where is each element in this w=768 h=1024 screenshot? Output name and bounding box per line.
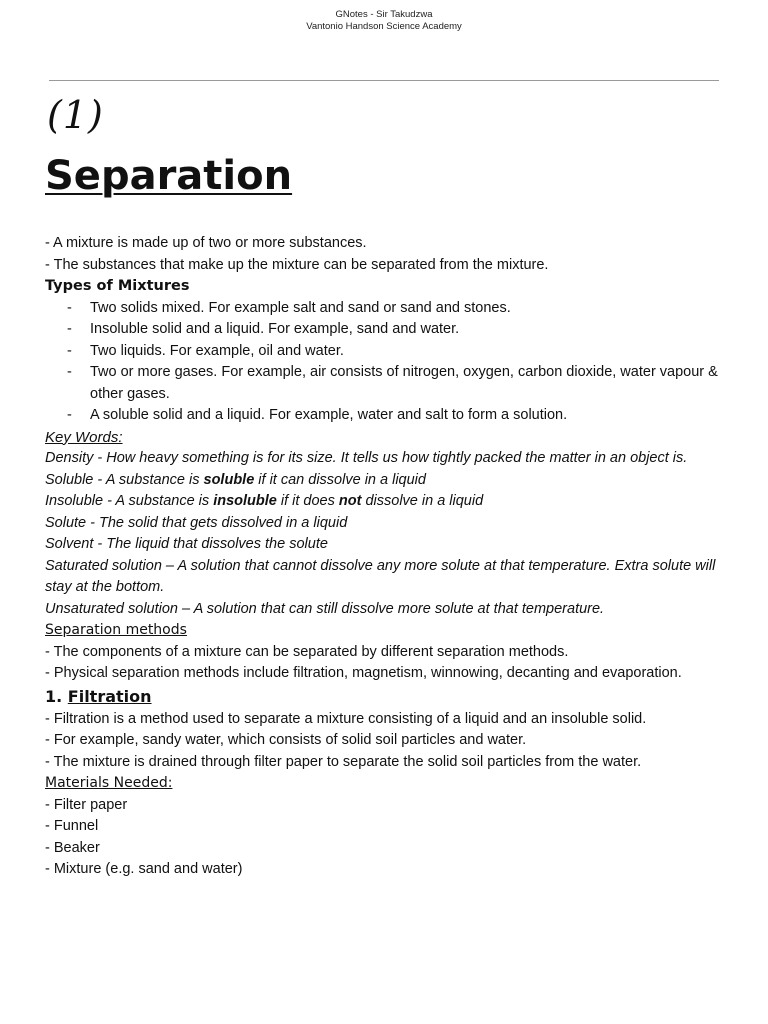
filtration-number: 1. xyxy=(45,686,68,706)
kw-insoluble-text: Insoluble - A substance is xyxy=(45,493,214,509)
kw-insoluble-not: not xyxy=(338,493,362,509)
list-item: - Insoluble solid and a liquid. For example, sand and water. xyxy=(45,319,735,341)
kw-insoluble xyxy=(45,491,735,513)
list-item: - Two solids mixed. For example salt and sand or sand and stones. xyxy=(45,298,735,320)
material-item: - Filter paper xyxy=(45,796,128,813)
header-line-1: GNotes - Sir Takudzwa xyxy=(335,9,433,20)
filtration-line-3: - The mixture is drained through filter paper to separate the solid soil particles from the water. xyxy=(45,753,642,770)
separation-line-2: - Physical separation methods include filtration, magnetism, winnowing, decanting and evaporation. xyxy=(45,665,682,681)
filtration-title: Filtration xyxy=(67,686,152,706)
list-item: - A soluble solid and a liquid. For example, water and salt to form a solution. xyxy=(45,405,735,427)
separation-line-1: - The components of a mixture can be separated by different separation methods. xyxy=(45,643,569,660)
key-words-list xyxy=(45,448,735,620)
page-header xyxy=(0,9,768,33)
header-divider xyxy=(49,80,719,81)
kw-soluble-text: Soluble - A substance is xyxy=(45,471,204,488)
filtration-line-1: - Filtration is a method used to separate a mixture consisting of a liquid and an insoluble solid. xyxy=(45,710,647,727)
material-item: - Funnel xyxy=(45,818,99,834)
types-list xyxy=(45,298,735,427)
list-item: - Two or more gases. For example, air consists of nitrogen, oxygen, carbon dioxide, water vapour & other gases. xyxy=(45,362,735,405)
kw-insoluble-bold: insoluble xyxy=(213,493,277,509)
materials-heading: Materials Needed: xyxy=(45,775,173,791)
kw-soluble-text: if it can dissolve in a liquid xyxy=(254,471,426,488)
kw-soluble-bold: soluble xyxy=(203,471,255,488)
kw-saturated: Saturated solution – A solution that cannot dissolve any more solute at that temperature. Extra solute will stay at the bottom. xyxy=(45,557,716,595)
material-item: - Mixture (e.g. sand and water) xyxy=(45,861,243,877)
intro-line-2: - The substances that make up the mixture can be separated from the mixture. xyxy=(45,256,549,273)
separation-methods-heading: Separation methods xyxy=(45,622,187,638)
types-heading: Types of Mixtures xyxy=(45,278,190,294)
filtration-line-2: - For example, sandy water, which consists of solid soil particles and water. xyxy=(45,732,527,748)
kw-insoluble-text: if it does xyxy=(276,493,339,509)
kw-solute: Solute - The solid that gets dissolved in a liquid xyxy=(45,514,348,531)
filtration-heading xyxy=(45,685,735,709)
list-item: - Two liquids. For example, oil and water. xyxy=(45,341,735,363)
document-body xyxy=(45,233,735,881)
header-line-2: Vantonio Handson Science Academy xyxy=(306,21,462,32)
key-words-heading: Key Words: xyxy=(45,428,123,446)
page-title: Separation xyxy=(45,153,293,199)
page-number: (1) xyxy=(47,93,104,137)
kw-unsaturated: Unsaturated solution – A solution that can still dissolve more solute at that temperature. xyxy=(45,600,605,617)
kw-solvent: Solvent - The liquid that dissolves the solute xyxy=(45,536,328,552)
intro-line-1: - A mixture is made up of two or more substances. xyxy=(45,235,367,251)
kw-density: Density - How heavy something is for its size. It tells us how tightly packed the matter in an object is. xyxy=(45,450,688,466)
kw-insoluble-text: dissolve in a liquid xyxy=(361,493,484,509)
material-item: - Beaker xyxy=(45,839,100,856)
kw-soluble xyxy=(45,470,735,492)
